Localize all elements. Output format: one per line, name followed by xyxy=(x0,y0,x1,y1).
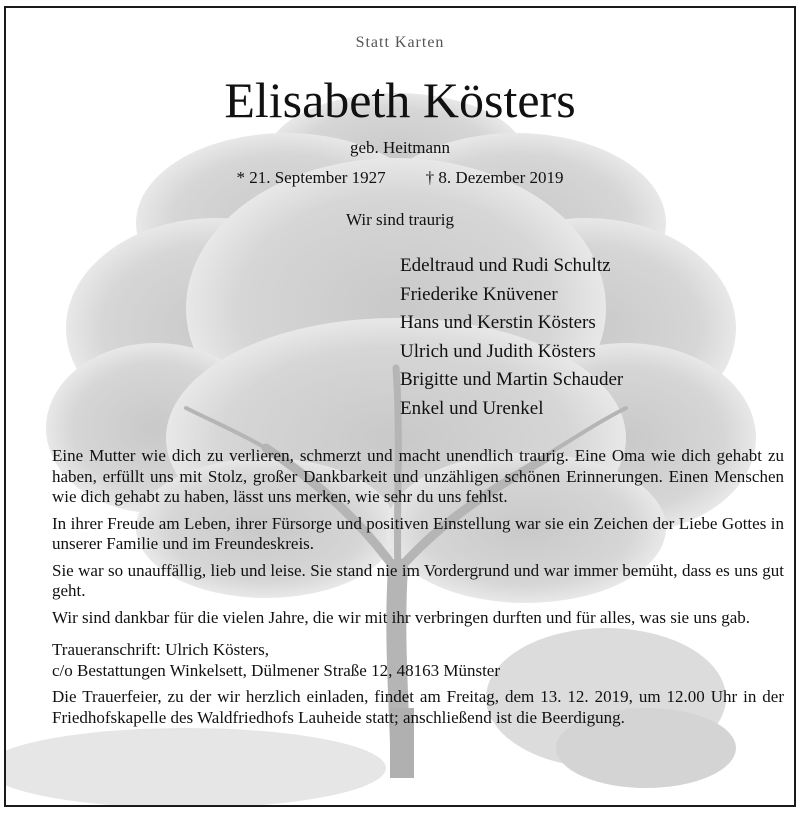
family-member: Enkel und Urenkel xyxy=(400,397,544,419)
life-dates xyxy=(6,168,794,188)
family-member: Hans und Kerstin Kösters xyxy=(400,312,596,334)
maiden-name: geb. Heitmann xyxy=(349,138,451,157)
deceased-name: Elisabeth Kösters xyxy=(224,72,576,128)
paragraph: Sie war so unauffällig, lieb und leise. Sie stand nie im Vordergrund und war immer bemüht, dass es uns gut geht. xyxy=(52,560,784,600)
address-line: c/o Bestattungen Winkelsett, Dülmener Straße 12, 48163 Münster xyxy=(52,660,501,680)
address-line: Traueranschrift: Ulrich Kösters, xyxy=(52,640,270,659)
paragraph: In ihrer Freude am Leben, ihrer Fürsorge und positiven Einstellung war sie ein Zeichen der Liebe Gottes in unserer Familie und im Freundeskreis. xyxy=(52,513,784,553)
birth-date: * 21. September 1927 xyxy=(236,168,386,187)
family-member: Brigitte und Martin Schauder xyxy=(400,369,624,391)
pre-title: Statt Karten xyxy=(355,34,445,51)
obituary-text xyxy=(52,446,784,734)
ceremony-info: Die Trauerfeier, zu der wir herzlich einladen, findet am Freitag, dem 13. 12. 2019, um 12.00 Uhr in der Friedhofskapelle des Waldfriedhofs Lauheide statt; anschließend ist die Beerdigung. xyxy=(52,687,784,727)
text-layer xyxy=(6,8,794,805)
mourning-line: Wir sind traurig xyxy=(346,210,454,229)
family-member: Ulrich und Judith Kösters xyxy=(400,340,596,362)
death-date: † 8. Dezember 2019 xyxy=(425,168,564,187)
family-member: Edeltraud und Rudi Schultz xyxy=(400,255,611,276)
family-member: Friederike Knüvener xyxy=(400,283,558,305)
paragraph: Wir sind dankbar für die vielen Jahre, die wir mit ihr verbringen durften und für alles, was sie uns gab. xyxy=(52,607,751,627)
mourning-address xyxy=(52,640,784,681)
family-list xyxy=(400,252,623,424)
paragraph: Eine Mutter wie dich zu verlieren, schmerzt und macht unendlich traurig. Eine Oma wie dich gehabt zu haben, erfüllt uns mit Stolz, großer Dankbarkeit und unzähligen schönen Erinnerungen. Einen Menschen wie dich gehabt zu haben, lässt uns merken, wie sehr du uns fehlst. xyxy=(52,446,784,506)
obituary-notice xyxy=(4,6,796,807)
